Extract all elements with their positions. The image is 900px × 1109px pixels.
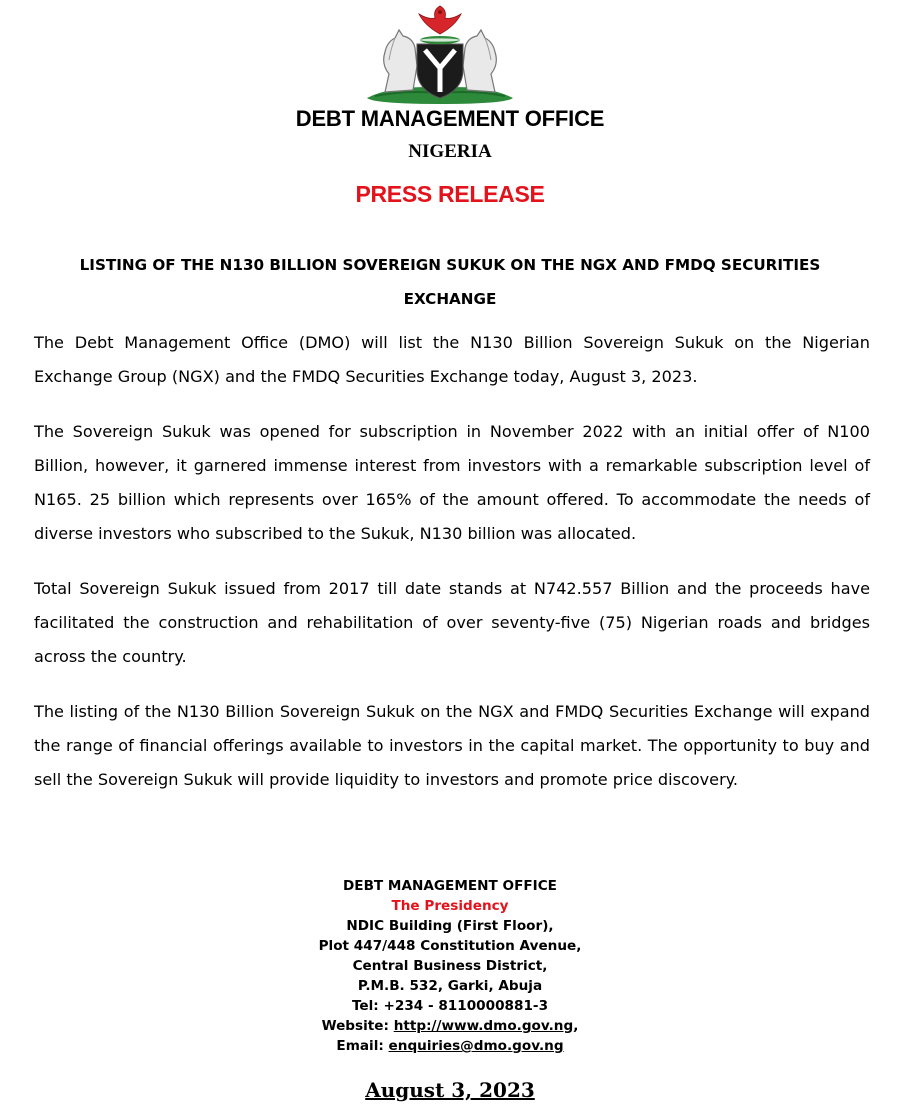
footer-tel: Tel: +234 - 8110000881-3 [351, 998, 549, 1014]
body-text [34, 326, 870, 818]
website-suffix: , [573, 1018, 579, 1034]
contact-block [0, 876, 900, 1056]
website-label: Website: [321, 1018, 394, 1034]
footer-building: NDIC Building (First Floor), [346, 918, 554, 934]
release-date: August 3, 2023 [365, 1078, 535, 1102]
paragraph-1: The Debt Management Office (DMO) will list the N130 Billion Sovereign Sukuk on the Nigerian Exchange Group (NGX) and the FMDQ Securities Exchange today, August 3, 2023. [34, 333, 870, 386]
email-link[interactable]: enquiries@dmo.gov.ng [388, 1038, 564, 1054]
nigeria-coat-of-arms-icon [355, 4, 525, 106]
headline: LISTING OF THE N130 BILLION SOVEREIGN SUKUK ON THE NGX AND FMDQ SECURITIES EXCHANGE [79, 256, 821, 308]
footer-pmb: P.M.B. 532, Garki, Abuja [357, 978, 543, 994]
paragraph-3: Total Sovereign Sukuk issued from 2017 till date stands at N742.557 Billion and the proceeds have facilitated the construction and rehabilitation of over seventy-five (75) Nigerian roads and bridges across the country. [34, 579, 870, 666]
footer-district: Central Business District, [352, 958, 548, 974]
org-title: DEBT MANAGEMENT OFFICE [295, 106, 605, 131]
email-label: Email: [336, 1038, 389, 1054]
press-release-label: PRESS RELEASE [355, 181, 545, 207]
paragraph-4: The listing of the N130 Billion Sovereign Sukuk on the NGX and FMDQ Securities Exchange will expand the range of financial offerings available to investors in the capital market. The opportunity to buy and sell the Sovereign Sukuk will provide liquidity to investors and promote price discovery. [34, 702, 870, 789]
footer-website [0, 1016, 900, 1036]
footer-email [0, 1036, 900, 1056]
website-link[interactable]: http://www.dmo.gov.ng [393, 1018, 574, 1034]
footer-org: DEBT MANAGEMENT OFFICE [343, 878, 557, 894]
org-country: NIGERIA [408, 141, 492, 162]
footer-plot: Plot 447/448 Constitution Avenue, [318, 938, 582, 954]
footer-presidency: The Presidency [391, 898, 509, 914]
paragraph-2: The Sovereign Sukuk was opened for subscription in November 2022 with an initial offer of N100 Billion, however, it garnered immense interest from investors with a remarkable subscription level of N165. 25 billion which represents over 165% of the amount offered. To accommodate the needs of diverse investors who subscribed to the Sukuk, N130 billion was allocated. [34, 422, 870, 543]
